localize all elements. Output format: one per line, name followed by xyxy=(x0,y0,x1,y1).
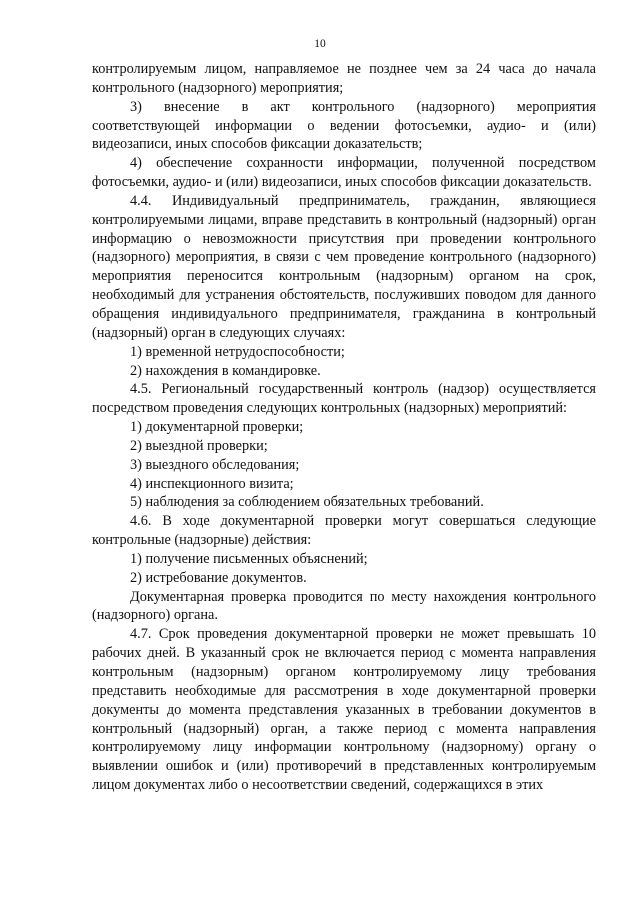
list-item: 3) выездного обследования; xyxy=(130,456,300,473)
paragraph: Документарная проверка проводится по месту нахождения контрольного (надзорного) органа. xyxy=(92,588,596,624)
document-body xyxy=(92,60,596,795)
paragraph: 4) обеспечение сохранности информации, полученной посредством фотосъемки, аудио- и (или) видеозаписи, иных способов фиксации доказательств. xyxy=(92,155,596,191)
paragraph: 4.5. Региональный государственный контроль (надзор) осуществляется посредством проведения следующих контрольных (надзорных) мероприятий: xyxy=(92,381,596,417)
paragraph: 4.6. В ходе документарной проверки могут совершаться следующие контрольные (надзорные) действия: xyxy=(92,513,596,549)
page-number: 10 xyxy=(314,38,326,50)
list-item: 1) получение письменных объяснений; xyxy=(130,550,368,567)
list-item: 2) выездной проверки; xyxy=(130,437,268,454)
paragraph: 4.4. Индивидуальный предприниматель, гражданин, являющиеся контролируемыми лицами, вправе представить в контрольный (надзорный) орган информацию о невозможности присутствия при проведении контрольного (надзорного) мероприятия, в связи с чем проведение контрольного (надзорного) мероприятия переносится контрольным (надзорным) органом на срок, необходимый для устранения обстоятельств, послуживших поводом для данного обращения индивидуального предпринимателя, гражданина в контрольный (надзорный) орган в следующих случаях: xyxy=(92,192,596,341)
paragraph: 3) внесение в акт контрольного (надзорного) мероприятия соответствующей информации о ведении фотосъемки, аудио- и (или) видеозаписи, иных способов фиксации доказательств; xyxy=(92,98,596,153)
list-item: 4) инспекционного визита; xyxy=(130,475,294,492)
list-item: 1) временной нетрудоспособности; xyxy=(130,343,345,360)
list-item: 1) документарной проверки; xyxy=(130,419,304,436)
list-item: 5) наблюдения за соблюдением обязательных требований. xyxy=(130,494,484,511)
paragraph: 4.7. Срок проведения документарной проверки не может превышать 10 рабочих дней. В указанный срок не включается период с момента направления контрольным (надзорным) органом контролируемому лицу требования представить необходимые для рассмотрения в ходе документарной проверки документы до момента представления указанных в требовании документов в контрольный (надзорный) орган, а также период с момента направления контролируемому лицу информации контрольному (надзорному) органу о выявлении ошибок и (или) противоречий в представленных контролируемым лицом документах либо о несоответствии сведений, содержащихся в этих xyxy=(92,626,596,794)
paragraph: контролируемым лицом, направляемое не позднее чем за 24 часа до начала контрольного (надзорного) мероприятия; xyxy=(92,61,596,96)
list-item: 2) истребование документов. xyxy=(130,569,307,586)
list-item: 2) нахождения в командировке. xyxy=(130,362,321,379)
